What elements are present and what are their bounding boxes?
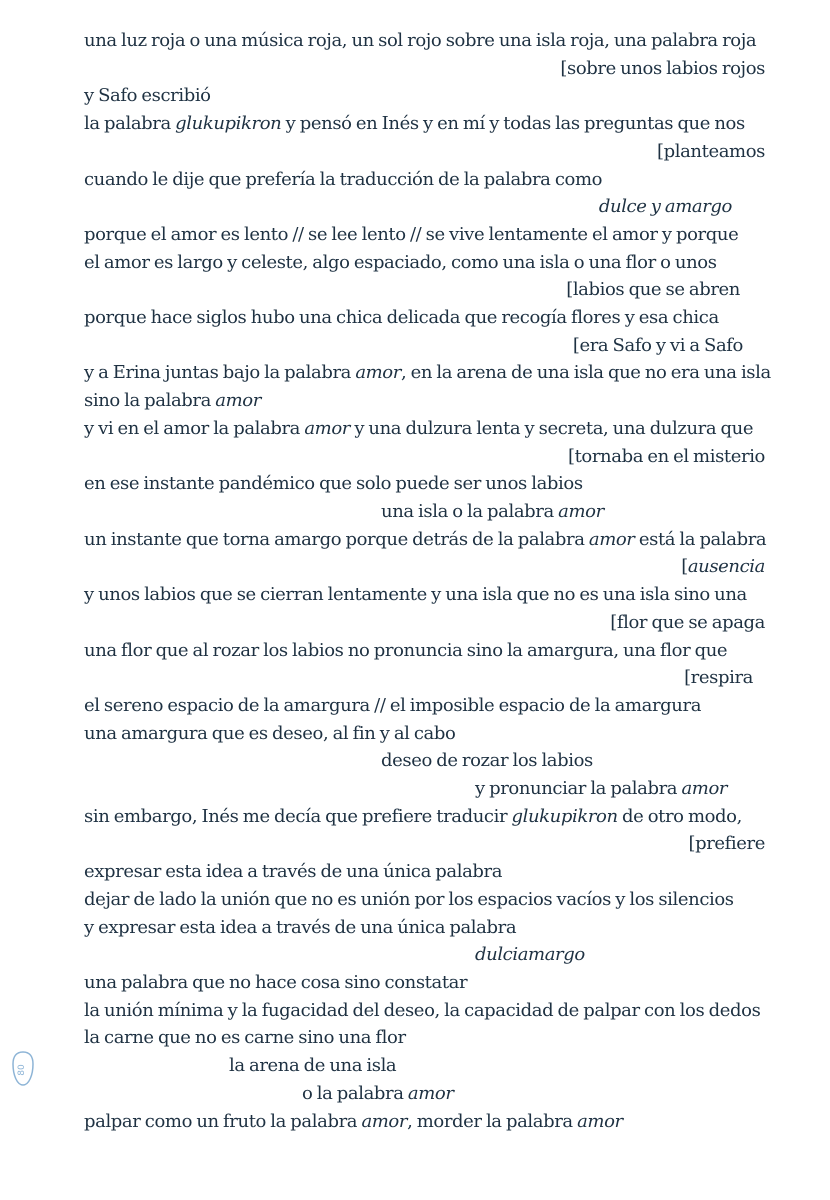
line-text: una palabra que no hace cosa sino constatar [84, 972, 468, 993]
line-text: y pensó en Inés y en mí y todas las preguntas que nos [281, 113, 745, 134]
poem-line [560, 55, 765, 83]
poem-line [475, 775, 727, 803]
page-number: 80 [17, 1064, 27, 1076]
poem-line [84, 166, 602, 194]
line-text: [labios que se abren [566, 279, 740, 300]
italic-word: amor [304, 418, 350, 439]
line-text: una flor que al rozar los labios no pronuncia sino la amargura, una flor que [84, 640, 728, 661]
poem-line [84, 692, 701, 720]
poem-line [84, 803, 742, 831]
italic-word: dulciamargo [475, 944, 585, 965]
italic-word: amor [588, 529, 635, 550]
line-text: porque el amor es lento // se lee lento // se vive lentamente el amor y porque [84, 224, 739, 245]
line-text: el sereno espacio de la amargura // el imposible espacio de la amargura [84, 695, 702, 716]
line-text: una isla o la palabra [381, 501, 559, 522]
poem-line [84, 387, 261, 415]
page-number-badge [12, 1051, 34, 1087]
poem-line [684, 664, 753, 692]
line-text: en ese instante pandémico que solo puede ser unos labios [84, 473, 583, 494]
poem-line [84, 359, 771, 387]
poem-line [568, 443, 765, 471]
poem-line [302, 1080, 454, 1108]
poem-line [657, 138, 765, 166]
italic-word: amor [355, 362, 401, 383]
poem-line [84, 249, 717, 277]
line-text: está la palabra [634, 529, 767, 550]
line-text: sino la palabra [84, 390, 216, 411]
line-text: , en la arena de una isla que no era una isla [400, 362, 771, 383]
poem-line [84, 997, 760, 1025]
poem-line [475, 941, 585, 969]
line-text: y vi en el amor la palabra [84, 418, 305, 439]
italic-word: amor [215, 390, 261, 411]
line-text: la arena de una isla [229, 1055, 397, 1076]
poem-line [610, 609, 765, 637]
poem-line [566, 276, 740, 304]
line-text: y una dulzura lenta y secreta, una dulzura que [350, 418, 754, 439]
line-text: sin embargo, Inés me decía que prefiere traducir [84, 806, 512, 827]
line-text: porque hace siglos hubo una chica delicada que recogía flores y esa chica [84, 307, 719, 328]
italic-word: amor [681, 778, 728, 799]
line-text: una amargura que es deseo, al fin y al cabo [84, 723, 456, 744]
line-text: [planteamos [657, 141, 765, 162]
poem-line [84, 27, 756, 55]
line-text: la unión mínima y la fugacidad del deseo, la capacidad de palpar con los dedos [84, 1000, 761, 1021]
poem-line [84, 470, 583, 498]
line-text: y unos labios que se cierran lentamente y una isla que no es una isla sino una [84, 584, 747, 605]
line-text: y expresar esta idea a través de una única palabra [84, 917, 517, 938]
poem-line [84, 581, 747, 609]
poem-line [84, 526, 766, 554]
italic-word: amor [577, 1111, 623, 1132]
line-text: , morder la palabra [407, 1111, 578, 1132]
line-text: o la palabra [302, 1083, 408, 1104]
line-text: un instante que torna amargo porque detrás de la palabra [84, 529, 589, 550]
poem-line [688, 830, 765, 858]
poem-line [84, 304, 719, 332]
poem-line [84, 637, 727, 665]
italic-word: glukupikron [511, 806, 618, 827]
poem-line [84, 221, 738, 249]
line-text: el amor es largo y celeste, algo espaciado, como una isla o una flor o unos [84, 252, 717, 273]
line-text: y pronunciar la palabra [475, 778, 682, 799]
poem-line [84, 110, 745, 138]
line-text: deseo de rozar los labios [381, 750, 593, 771]
italic-word: amor [558, 501, 604, 522]
line-text: [sobre unos labios rojos [560, 58, 765, 79]
poem-line [381, 498, 604, 526]
italic-word: glukupikron [175, 113, 282, 134]
poem-line [573, 332, 743, 360]
poem-line [84, 720, 455, 748]
poem-line [84, 1024, 406, 1052]
line-text: palpar como un fruto la palabra [84, 1111, 362, 1132]
line-text: [prefiere [688, 833, 765, 854]
poem-line [84, 82, 211, 110]
italic-word: dulce y amargo [598, 196, 732, 217]
line-text: expresar esta idea a través de una única palabra [84, 861, 503, 882]
poem-line [599, 193, 732, 221]
poem-line [84, 914, 516, 942]
line-text: [tornaba en el misterio [567, 446, 765, 467]
italic-word: ausencia [687, 556, 765, 577]
line-text: una luz roja o una música roja, un sol rojo sobre una isla roja, una palabra roja [84, 30, 757, 51]
line-text: la palabra [84, 113, 176, 134]
poem-line [84, 415, 753, 443]
poem-line [84, 969, 467, 997]
poem-line [229, 1052, 396, 1080]
line-text: la carne que no es carne sino una flor [84, 1027, 406, 1048]
line-text: [respira [684, 667, 753, 688]
line-text: [ [681, 556, 688, 577]
line-text: cuando le dije que prefería la traducción de la palabra como [84, 169, 603, 190]
line-text: de otro modo, [617, 806, 742, 827]
line-text: y a Erina juntas bajo la palabra [84, 362, 356, 383]
line-text: [era Safo y vi a Safo [572, 335, 743, 356]
italic-word: amor [407, 1083, 454, 1104]
poem-line [84, 858, 502, 886]
poem-line [381, 747, 593, 775]
line-text: dejar de lado la unión que no es unión por los espacios vacíos y los silencios [84, 889, 734, 910]
poem-line [84, 1108, 623, 1136]
line-text: y Safo escribió [84, 85, 211, 106]
italic-word: amor [361, 1111, 408, 1132]
poem-line [681, 553, 765, 581]
poem-line [84, 886, 734, 914]
line-text: [flor que se apaga [610, 612, 765, 633]
